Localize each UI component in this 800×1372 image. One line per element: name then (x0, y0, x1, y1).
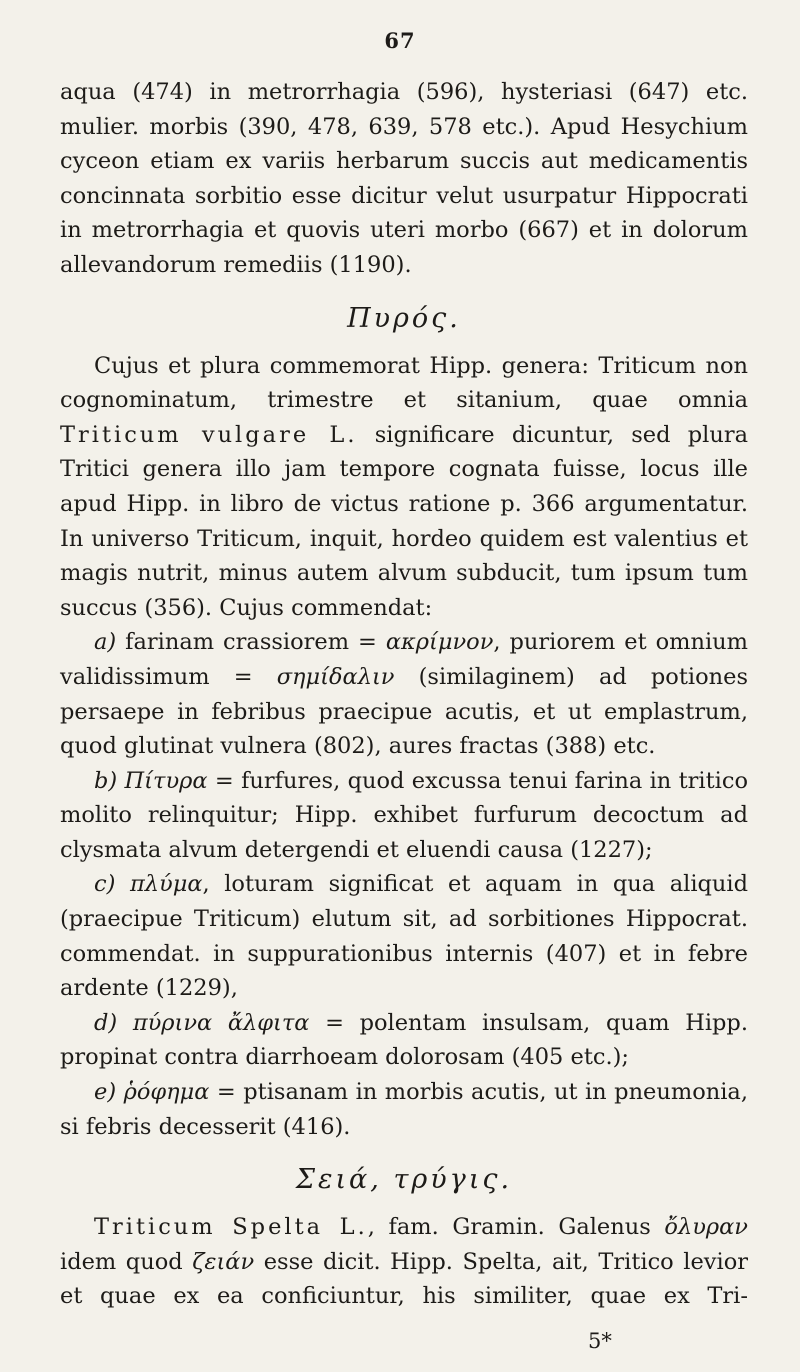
signature-mark: 5* (588, 1329, 612, 1353)
species-term: Triticum vulgare L. (60, 421, 358, 448)
heading-pyros: Πυρός. (347, 302, 461, 334)
heading-seia: Σειά, τρύγις. (295, 1164, 513, 1196)
page-number: 67 (384, 28, 416, 53)
list-item-a: a) farinam crassiorem = ακρίμνον, puriorem et omnium validissimum = σημίδαλιν (similaginem) ad potiones persaepe in febribus praecipue acutis, et ut emplastrum, quod glutinat vulnera (802), aures fractas (388) etc. (60, 629, 748, 760)
species-term: Triticum Spelta L. (94, 1214, 368, 1241)
text-body (60, 75, 748, 1314)
list-item-d: d) πύρινα ἄλφιτα = polentam insulsam, quam Hipp. propinat contra diarrhoeam dolorosam (405 etc.); (60, 1009, 748, 1071)
list-item-b: b) Πίτυρα = furfures, quod excussa tenui farina in tritico molito relinquitur; Hipp. exhibet furfurum decoctum ad clysmata alvum detergendi et eluendi causa (1227); (60, 767, 748, 863)
list-item-e: e) ῥόφημα = ptisanam in morbis acutis, ut in pneumonia, si febris decesserit (416). (60, 1079, 748, 1140)
paragraph-3: Triticum Spelta L., fam. Gramin. Galenus ὄλυραν idem quod ζειάν esse dicit. Hipp. Spelta, ait, Tritico levior et quae ex ea conficiuntur, his similiter, quae ex Tri- (60, 1214, 748, 1310)
paragraph-1: aqua (474) in metrorrhagia (596), hysteriasi (647) etc. mulier. morbis (390, 478, 639, 578 etc.). Apud Hesychium cyceon etiam ex variis herbarum succis aut medicamentis concinnata sorbitio esse dicitur velut usurpatur Hippocrati in metrorrhagia et quovis uteri morbo (667) et in dolorum allevandorum remediis (1190). (60, 79, 748, 278)
list-item-c: c) πλύμα, loturam significat et aquam in qua aliquid (praecipue Triticum) elutum sit, ad sorbitiones Hippocrat. commendat. in suppurationibus internis (407) et in febre ardente (1229), (60, 871, 749, 1002)
paragraph-2: Cujus et plura commemorat Hipp. genera: Triticum non cognominatum, trimestre et sitanium, quae omnia Triticum vulgare L. significare dicuntur, sed plura Tritici genera illo jam tempore cognata fuisse, locus ille apud Hipp. in libro de victus ratione p. 366 argumentatur. In universo Triticum, inquit, hordeo quidem est valentius et magis nutrit, minus autem alvum subducit, tum ipsum tum succus (356). Cujus commendat: (60, 352, 748, 621)
